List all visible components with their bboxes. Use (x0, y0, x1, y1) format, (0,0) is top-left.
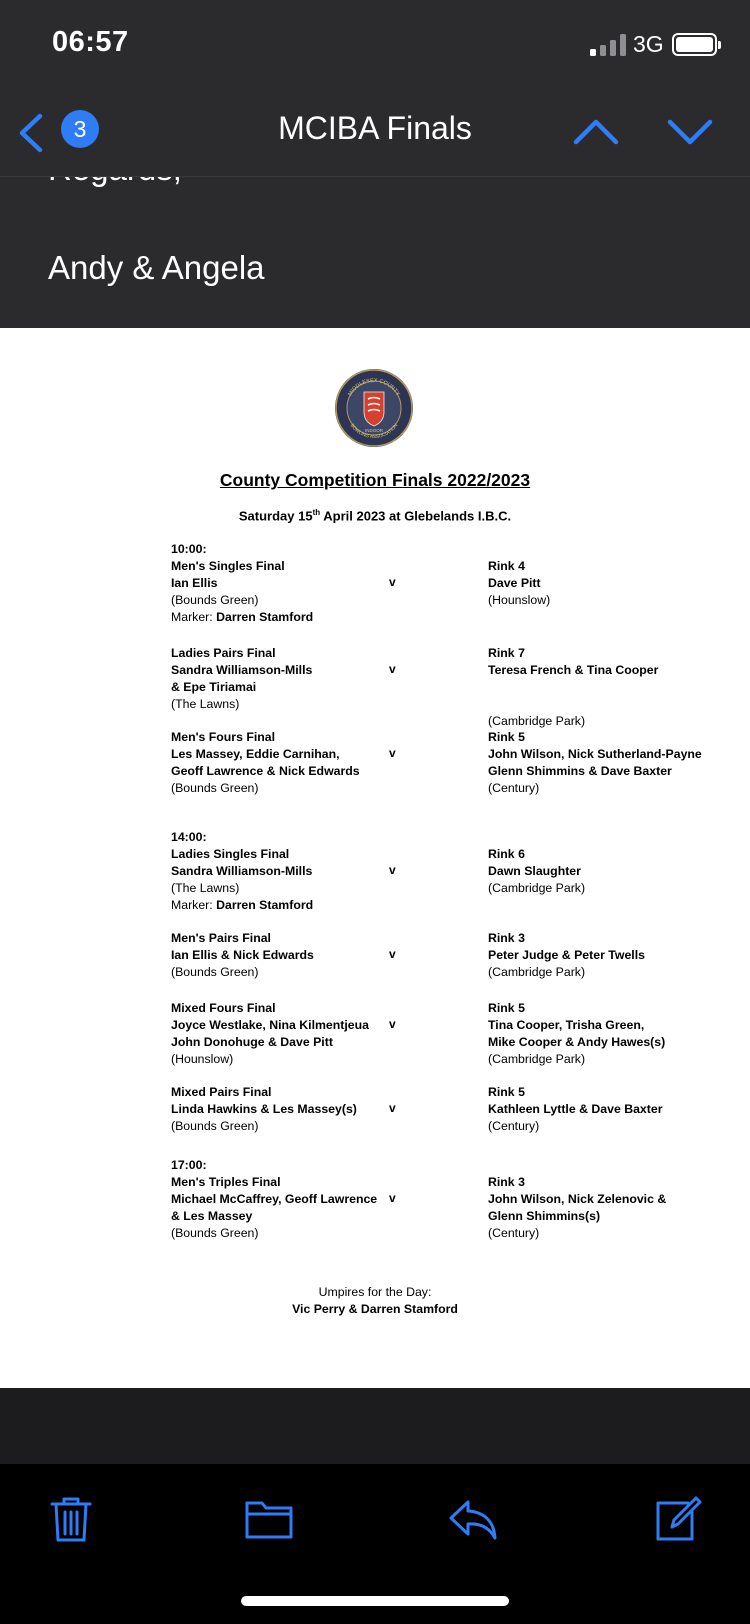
event-name: Men's Triples Final (171, 1175, 281, 1189)
left-club: (Bounds Green) (171, 965, 259, 979)
email-footer-area (0, 1388, 750, 1464)
svg-text:MIDDLESEX COUNTY: MIDDLESEX COUNTY (347, 377, 401, 398)
versus-label: v (389, 662, 396, 676)
right-club: (Cambridge Park) (488, 965, 586, 979)
event-name: Ladies Pairs Final (171, 646, 276, 660)
left-club: (Bounds Green) (171, 1226, 259, 1240)
right-players: Dawn Slaughter (488, 864, 581, 878)
event-name: Men's Pairs Final (171, 931, 271, 945)
email-body-text (0, 177, 750, 328)
rink-number: Rink 5 (488, 730, 525, 744)
rink-number: Rink 7 (488, 646, 525, 660)
right-club: (Century) (488, 1226, 540, 1240)
status-bar (0, 0, 750, 90)
document-subtitle: Saturday 15th April 2023 at Glebelands I.B.C. (238, 508, 512, 524)
session-time: 14:00: (171, 830, 207, 844)
right-club: (Hounslow) (488, 593, 551, 607)
left-players: Sandra Williamson-Mills (171, 663, 313, 677)
right-players: Glenn Shimmins(s) (488, 1209, 601, 1223)
right-players: Tina Cooper, Trisha Green, (488, 1018, 645, 1032)
rink-number: Rink 5 (488, 1001, 525, 1015)
right-club: (Cambridge Park) (488, 1052, 586, 1066)
rink-number: Rink 3 (488, 931, 525, 945)
right-players: Peter Judge & Peter Twells (488, 948, 645, 962)
left-club: (Bounds Green) (171, 781, 259, 795)
left-club: (Hounslow) (171, 1052, 234, 1066)
right-players: Teresa French & Tina Cooper (488, 663, 659, 677)
left-players: Sandra Williamson-Mills (171, 864, 313, 878)
versus-label: v (389, 1101, 396, 1115)
document-title: County Competition Finals 2022/2023 (219, 470, 531, 490)
versus-label: v (389, 575, 396, 589)
right-players: Kathleen Lyttle & Dave Baxter (488, 1102, 663, 1116)
left-players: Joyce Westlake, Nina Kilmentjeua (171, 1018, 369, 1032)
folder-icon[interactable] (244, 1494, 294, 1544)
left-players: Les Massey, Eddie Carnihan, (171, 747, 340, 761)
svg-text:BOWLING ASSOCIATION: BOWLING ASSOCIATION (348, 423, 400, 441)
left-players: Ian Ellis & Nick Edwards (171, 948, 314, 962)
event-name: Mixed Fours Final (171, 1001, 276, 1015)
right-club: (Century) (488, 1119, 540, 1133)
svg-text:INDOOR: INDOOR (365, 428, 383, 433)
right-players: John Wilson, Nick Sutherland-Payne (488, 747, 702, 761)
rink-number: Rink 5 (488, 1085, 525, 1099)
right-players: John Wilson, Nick Zelenovic & (488, 1192, 667, 1206)
navigation-bar (0, 90, 750, 177)
event-name: Mixed Pairs Final (171, 1085, 272, 1099)
left-players: Ian Ellis (171, 576, 218, 590)
right-players: Mike Cooper & Andy Hawes(s) (488, 1035, 666, 1049)
left-club: (The Lawns) (171, 697, 240, 711)
right-players: Glenn Shimmins & Dave Baxter (488, 764, 672, 778)
versus-label: v (389, 863, 396, 877)
signal-strength-icon (590, 34, 626, 56)
rink-number: Rink 3 (488, 1175, 525, 1189)
compose-icon[interactable] (652, 1494, 702, 1544)
right-club: (Cambridge Park) (488, 714, 586, 728)
left-players: Geoff Lawrence & Nick Edwards (171, 764, 360, 778)
versus-label: v (389, 947, 396, 961)
session-time: 17:00: (171, 1158, 207, 1172)
left-players: & Epe Tiriamai (171, 680, 257, 694)
umpires-names: Vic Perry & Darren Stamford (292, 1302, 458, 1316)
trash-icon[interactable] (46, 1494, 96, 1544)
match-marker: Marker: Darren Stamford (171, 610, 314, 624)
association-logo (334, 368, 414, 448)
unread-count-badge[interactable]: 3 (61, 110, 99, 148)
event-name: Men's Fours Final (171, 730, 276, 744)
network-type: 3G (633, 31, 664, 57)
event-name: Men's Singles Final (171, 559, 285, 573)
left-players: & Les Massey (171, 1209, 253, 1223)
rink-number: Rink 4 (488, 559, 525, 573)
versus-label: v (389, 1017, 396, 1031)
umpires-label: Umpires for the Day: (318, 1285, 432, 1299)
right-club: (Century) (488, 781, 540, 795)
status-time: 06:57 (52, 26, 129, 58)
email-signature: Andy & Angela (48, 249, 265, 286)
page-title: MCIBA Finals (278, 110, 472, 146)
right-players: Dave Pitt (488, 576, 541, 590)
versus-label: v (389, 746, 396, 760)
left-club: (Bounds Green) (171, 1119, 259, 1133)
battery-icon (672, 33, 717, 56)
left-players: John Donohuge & Dave Pitt (171, 1035, 333, 1049)
reply-icon[interactable] (448, 1494, 498, 1544)
home-indicator[interactable] (241, 1596, 509, 1606)
left-players: Linda Hawkins & Les Massey(s) (171, 1102, 357, 1116)
versus-label: v (389, 1191, 396, 1205)
attachment-document[interactable] (0, 328, 750, 1388)
event-name: Ladies Singles Final (171, 847, 290, 861)
left-players: Michael McCaffrey, Geoff Lawrence (171, 1192, 378, 1206)
left-club: (Bounds Green) (171, 593, 259, 607)
match-marker: Marker: Darren Stamford (171, 898, 314, 912)
session-time: 10:00: (171, 542, 207, 556)
left-club: (The Lawns) (171, 881, 240, 895)
chevron-up-icon[interactable] (571, 112, 621, 152)
chevron-down-icon[interactable] (665, 112, 715, 152)
rink-number: Rink 6 (488, 847, 525, 861)
right-club: (Cambridge Park) (488, 881, 586, 895)
